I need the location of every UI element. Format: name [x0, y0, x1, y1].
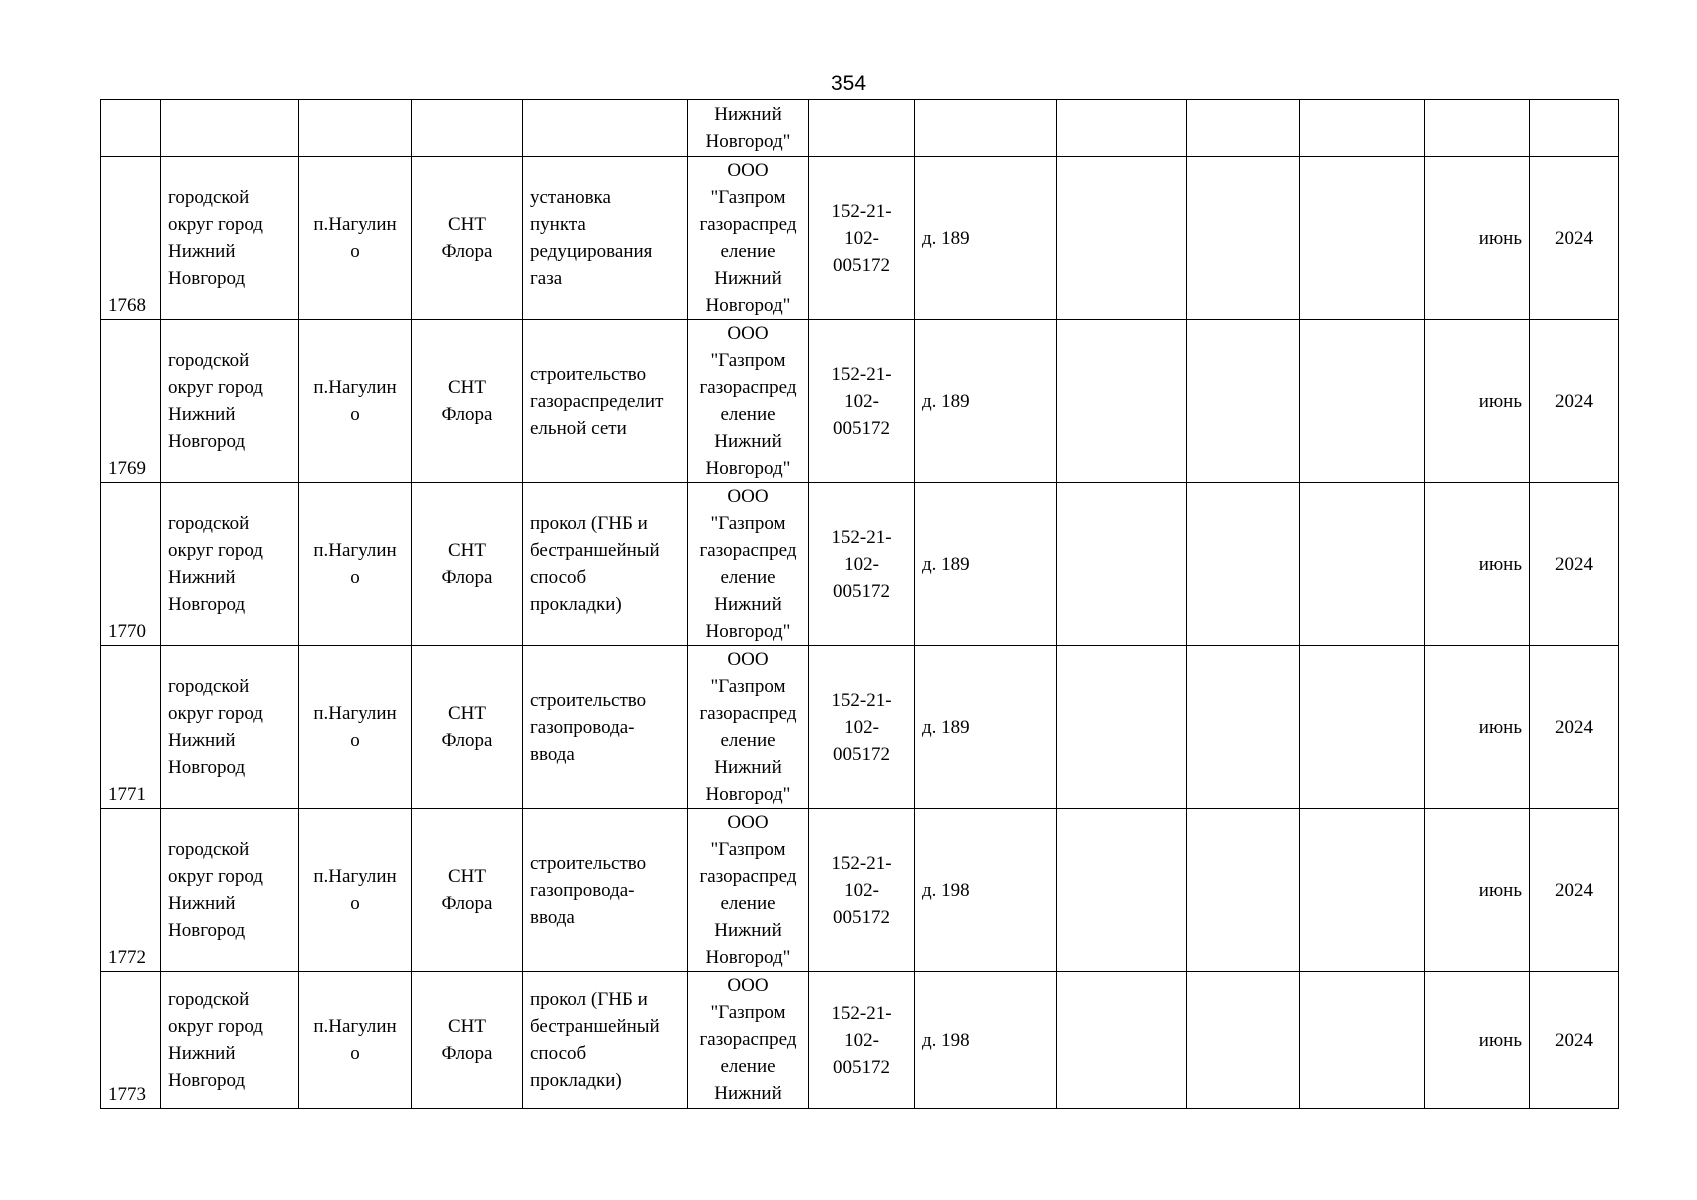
cell-empty-3	[1300, 320, 1425, 483]
num-text: 1772	[108, 947, 146, 968]
cell-settlement	[299, 157, 412, 320]
cell-organization	[688, 100, 809, 157]
organization-text: ООО "Газпром газораспред еление Нижний Новгород"	[699, 323, 797, 479]
year-text: 2024	[1555, 879, 1593, 901]
year-text: 2024	[1555, 716, 1593, 738]
cell-code	[809, 483, 915, 646]
district-text: городской округ город Нижний Новгород	[168, 350, 263, 452]
cell-house	[915, 320, 1057, 483]
cell-work	[523, 646, 688, 809]
work-text: строительство газопровода- ввода	[530, 689, 647, 765]
cell-organization	[688, 646, 809, 809]
district-text: городской округ город Нижний Новгород	[168, 513, 263, 615]
cell-code	[809, 809, 915, 972]
table-rows	[101, 157, 1619, 1109]
cell-num	[101, 809, 161, 972]
organization-text: Нижний Новгород"	[705, 104, 791, 152]
settlement-text: п.Нагулин о	[313, 214, 397, 262]
cell-num	[101, 100, 161, 157]
num-text: 1768	[108, 295, 146, 316]
table-row	[101, 157, 1619, 320]
cell-organization	[688, 809, 809, 972]
cell-organization	[688, 972, 809, 1109]
cell-empty-1	[1057, 320, 1187, 483]
district-text: городской округ город Нижний Новгород	[168, 839, 263, 941]
cell-month	[1425, 646, 1530, 809]
cell-work	[523, 809, 688, 972]
cell-code	[809, 646, 915, 809]
cell-code	[809, 100, 915, 157]
snt-text: СНТ Флора	[441, 377, 493, 425]
cell-year	[1530, 157, 1619, 320]
organization-text: ООО "Газпром газораспред еление Нижний	[699, 975, 797, 1104]
cell-month	[1425, 809, 1530, 972]
month-text: июнь	[1478, 227, 1522, 249]
cell-code	[809, 972, 915, 1109]
organization-text: ООО "Газпром газораспред еление Нижний Новгород"	[699, 649, 797, 805]
cell-empty-2	[1187, 972, 1300, 1109]
page-number: 354	[830, 72, 867, 95]
cell-snt	[412, 809, 523, 972]
cell-house	[915, 100, 1057, 157]
table-row-continuation	[101, 100, 1619, 157]
cell-empty-2	[1187, 320, 1300, 483]
cell-house	[915, 157, 1057, 320]
year-text: 2024	[1555, 1029, 1593, 1051]
organization-text: ООО "Газпром газораспред еление Нижний Новгород"	[699, 160, 797, 316]
cell-num	[101, 157, 161, 320]
cell-snt	[412, 100, 523, 157]
cell-work	[523, 320, 688, 483]
cell-num	[101, 320, 161, 483]
settlement-text: п.Нагулин о	[313, 377, 397, 425]
code-text: 152-21- 102- 005172	[831, 526, 892, 602]
cell-empty-1	[1057, 157, 1187, 320]
cell-empty-2	[1187, 100, 1300, 157]
code-text: 152-21- 102- 005172	[831, 1002, 892, 1078]
num-text: 1770	[108, 621, 146, 642]
cell-empty-3	[1300, 646, 1425, 809]
cell-empty-1	[1057, 646, 1187, 809]
cell-num	[101, 483, 161, 646]
cell-house	[915, 972, 1057, 1109]
cell-settlement	[299, 809, 412, 972]
cell-settlement	[299, 972, 412, 1109]
cell-organization	[688, 157, 809, 320]
cell-year	[1530, 809, 1619, 972]
cell-organization	[688, 320, 809, 483]
cell-work	[523, 100, 688, 157]
house-text: д. 189	[922, 553, 970, 575]
work-text: строительство газораспределит ельной сети	[530, 363, 664, 439]
month-text: июнь	[1478, 1029, 1522, 1051]
cell-num	[101, 646, 161, 809]
month-text: июнь	[1478, 553, 1522, 575]
cell-month	[1425, 483, 1530, 646]
cell-month	[1425, 157, 1530, 320]
snt-text: СНТ Флора	[441, 1016, 493, 1064]
settlement-text: п.Нагулин о	[313, 540, 397, 588]
cell-organization	[688, 483, 809, 646]
cell-settlement	[299, 483, 412, 646]
district-text: городской округ город Нижний Новгород	[168, 989, 263, 1091]
snt-text: СНТ Флора	[441, 703, 493, 751]
cell-year	[1530, 100, 1619, 157]
month-text: июнь	[1478, 879, 1522, 901]
cell-district	[161, 100, 299, 157]
cell-district	[161, 972, 299, 1109]
cell-snt	[412, 483, 523, 646]
code-text: 152-21- 102- 005172	[831, 200, 892, 276]
cell-empty-2	[1187, 646, 1300, 809]
num-text: 1769	[108, 458, 146, 479]
cell-empty-3	[1300, 157, 1425, 320]
cell-snt	[412, 320, 523, 483]
cell-work	[523, 157, 688, 320]
work-text: установка пункта редуцирования газа	[530, 187, 653, 289]
cell-code	[809, 157, 915, 320]
snt-text: СНТ Флора	[441, 540, 493, 588]
cell-settlement	[299, 100, 412, 157]
house-text: д. 189	[922, 716, 970, 738]
month-text: июнь	[1478, 716, 1522, 738]
cell-district	[161, 320, 299, 483]
cell-empty-2	[1187, 157, 1300, 320]
work-text: строительство газопровода- ввода	[530, 852, 647, 928]
work-text: прокол (ГНБ и бестраншейный способ прокладки)	[530, 989, 660, 1091]
district-text: городской округ город Нижний Новгород	[168, 676, 263, 778]
year-text: 2024	[1555, 390, 1593, 412]
cell-snt	[412, 972, 523, 1109]
cell-empty-3	[1300, 809, 1425, 972]
cell-month	[1425, 100, 1530, 157]
code-text: 152-21- 102- 005172	[831, 363, 892, 439]
house-text: д. 189	[922, 390, 970, 412]
cell-snt	[412, 646, 523, 809]
year-text: 2024	[1555, 553, 1593, 575]
cell-empty-2	[1187, 483, 1300, 646]
register-table	[100, 99, 1619, 1109]
cell-empty-3	[1300, 972, 1425, 1109]
cell-num	[101, 972, 161, 1109]
num-text: 1771	[108, 784, 146, 805]
cell-settlement	[299, 646, 412, 809]
cell-empty-1	[1057, 972, 1187, 1109]
organization-text: ООО "Газпром газораспред еление Нижний Новгород"	[699, 486, 797, 642]
table-row	[101, 646, 1619, 809]
code-text: 152-21- 102- 005172	[831, 852, 892, 928]
month-text: июнь	[1478, 390, 1522, 412]
cell-district	[161, 483, 299, 646]
table-row	[101, 972, 1619, 1109]
snt-text: СНТ Флора	[441, 214, 493, 262]
table-row	[101, 483, 1619, 646]
cell-empty-1	[1057, 100, 1187, 157]
cell-district	[161, 157, 299, 320]
cell-year	[1530, 483, 1619, 646]
table-row	[101, 320, 1619, 483]
house-text: д. 198	[922, 1029, 970, 1051]
cell-year	[1530, 972, 1619, 1109]
cell-district	[161, 646, 299, 809]
year-text: 2024	[1555, 227, 1593, 249]
cell-year	[1530, 320, 1619, 483]
cell-settlement	[299, 320, 412, 483]
settlement-text: п.Нагулин о	[313, 703, 397, 751]
cell-house	[915, 483, 1057, 646]
settlement-text: п.Нагулин о	[313, 866, 397, 914]
cell-empty-3	[1300, 100, 1425, 157]
work-text: прокол (ГНБ и бестраншейный способ прокладки)	[530, 513, 660, 615]
cell-work	[523, 483, 688, 646]
cell-house	[915, 646, 1057, 809]
cell-empty-1	[1057, 483, 1187, 646]
code-text: 152-21- 102- 005172	[831, 689, 892, 765]
cell-month	[1425, 320, 1530, 483]
cell-empty-3	[1300, 483, 1425, 646]
cell-empty-1	[1057, 809, 1187, 972]
cell-house	[915, 809, 1057, 972]
cell-month	[1425, 972, 1530, 1109]
house-text: д. 198	[922, 879, 970, 901]
settlement-text: п.Нагулин о	[313, 1016, 397, 1064]
organization-text: ООО "Газпром газораспред еление Нижний Новгород"	[699, 812, 797, 968]
table-row	[101, 809, 1619, 972]
cell-snt	[412, 157, 523, 320]
cell-work	[523, 972, 688, 1109]
cell-code	[809, 320, 915, 483]
district-text: городской округ город Нижний Новгород	[168, 187, 263, 289]
cell-empty-2	[1187, 809, 1300, 972]
cell-year	[1530, 646, 1619, 809]
cell-district	[161, 809, 299, 972]
house-text: д. 189	[922, 227, 970, 249]
num-text: 1773	[108, 1084, 146, 1105]
snt-text: СНТ Флора	[441, 866, 493, 914]
